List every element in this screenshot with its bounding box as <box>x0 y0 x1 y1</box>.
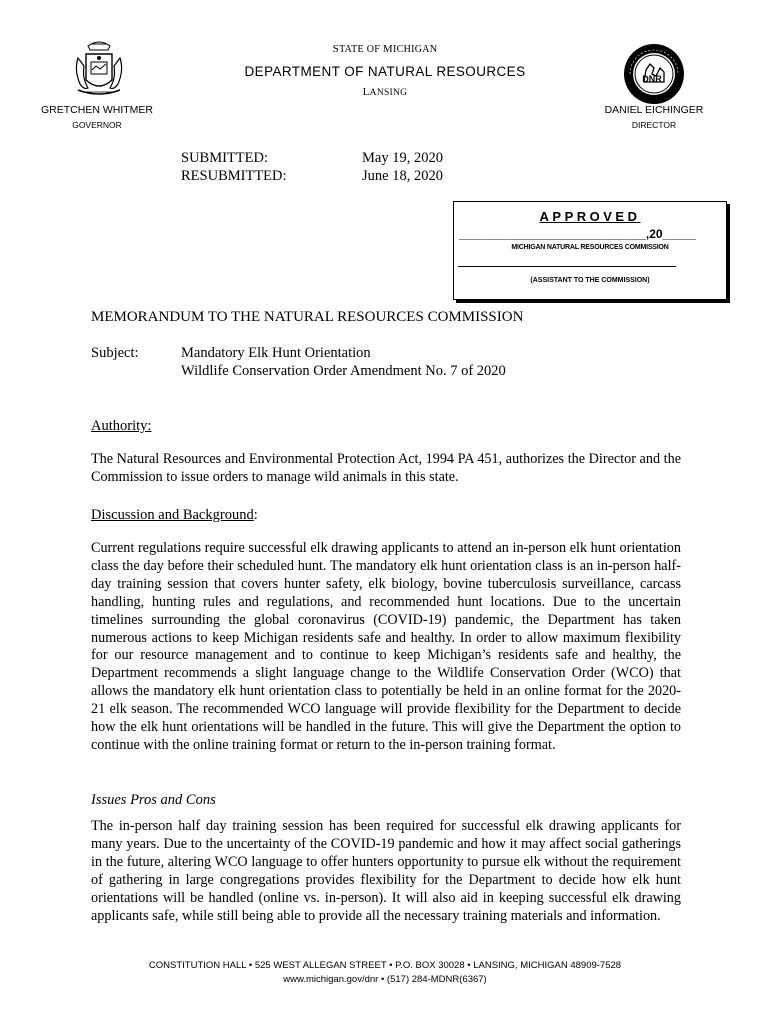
approval-box <box>453 201 727 300</box>
memo-title: MEMORANDUM TO THE NATURAL RESOURCES COMMISSION <box>91 309 524 325</box>
subject-line-2: Wildlife Conservation Order Amendment No. 7 of 2020 <box>181 363 506 379</box>
approved-title: APPROVED <box>539 209 641 224</box>
city-name: LANSING <box>362 86 408 98</box>
director-name: DANIEL EICHINGER <box>604 104 704 116</box>
approval-date-line: ____________________________,20_____ <box>459 227 696 241</box>
dnr-seal-text: DNR <box>642 74 662 84</box>
discussion-paragraph: Current regulations require successful elk drawing applicants to attend an in-person elk hunt orientation class the day before their scheduled hunt. The mandatory elk hunt orientation class is an in-person half-day training session that covers hunter safety, elk biology, bovine tuberculosis surveillance, carcass handling, hunting rules and regulations, and recommended hunt locations. Due to the uncertain timelines surrounding the global coronavirus (COVID-19) pandemic, the Department has taken numerous actions to keep Michigan residents safe and healthy. In order to allow maximum flexibility for our resource management and to continue to keep Michigan’s residents safe and healthy, the Department recommends a slight language change to the Wildlife Conservation Order (WCO) that allows the mandatory elk hunt orientation class to potentially be held in an online format for the 2020-21 elk season. The recommended WCO language will provide flexibility for the Department to decide how the elk hunt orientations will be handled in the future. This will give the Department the option to continue with the online training format or return to the in-person training format. <box>91 540 681 753</box>
director-title: DIRECTOR <box>631 120 677 130</box>
governor-title: GOVERNOR <box>72 120 122 130</box>
issues-heading: Issues Pros and Cons <box>91 792 216 808</box>
authority-heading: Authority: <box>91 418 152 434</box>
subject-line-1: Mandatory Elk Hunt Orientation <box>181 345 371 361</box>
submitted-label: SUBMITTED: <box>181 150 268 166</box>
authority-paragraph: The Natural Resources and Environmental Protection Act, 1994 PA 451, authorizes the Director and the Commission to issue orders to manage wild animals in this state. <box>91 451 681 485</box>
state-of-michigan: STATE OF MICHIGAN <box>332 43 438 55</box>
approval-commission: MICHIGAN NATURAL RESOURCES COMMISSION <box>511 244 669 251</box>
footer-address: CONSTITUTION HALL • 525 WEST ALLEGAN STREET • P.O. BOX 30028 • LANSING, MICHIGAN 48909-7528 <box>148 960 622 971</box>
governor-name: GRETCHEN WHITMER <box>41 104 153 116</box>
issues-paragraph: The in-person half day training session has been required for successful elk drawing applicants for many years. Due to the uncertainty of the COVID-19 pandemic and how it may affect social gatherings in the future, altering WCO language to offer hunters opportunity to pursue elk without the requirement of gathering in large congregations provides flexibility for the Department to decide how elk hunt orientations will be handled (online vs. in-person). It will also aid in keeping successful elk drawing applicants safe, while still being able to provide all the necessary training materials and information. <box>91 818 681 924</box>
approval-assistant: (ASSISTANT TO THE COMMISSION) <box>530 277 650 284</box>
footer-contact: www.michigan.gov/dnr • (517) 284-MDNR(6367) <box>283 974 487 985</box>
resubmitted-date: June 18, 2020 <box>362 168 443 184</box>
resubmitted-label: RESUBMITTED: <box>181 168 287 184</box>
submitted-date: May 19, 2020 <box>362 150 443 166</box>
discussion-heading: Discussion and Background: <box>91 507 258 523</box>
signature-line <box>458 266 676 267</box>
department-name: DEPARTMENT OF NATURAL RESOURCES <box>244 64 526 79</box>
subject-label: Subject: <box>91 345 139 361</box>
